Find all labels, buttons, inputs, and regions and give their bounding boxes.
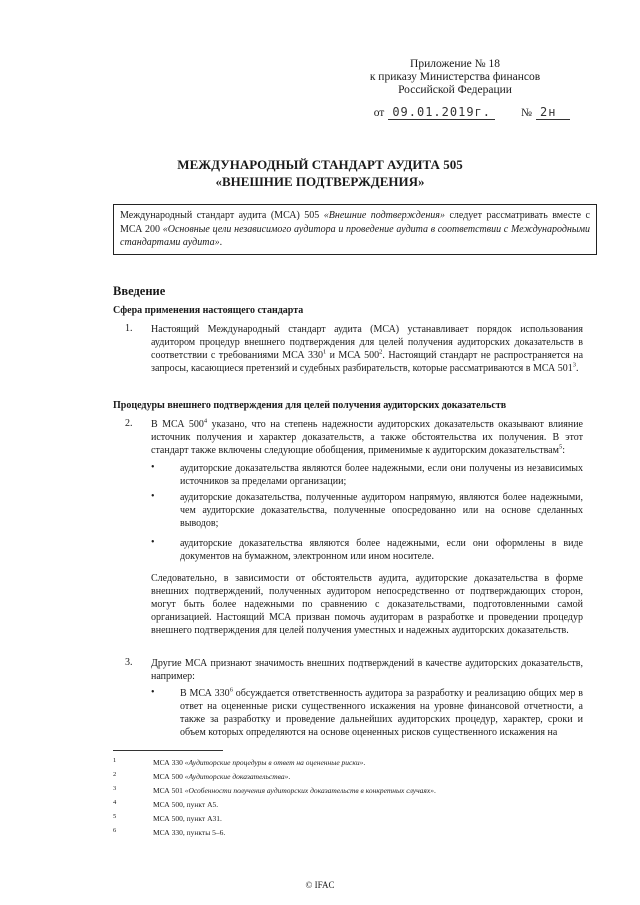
footnote-italic: «Аудиторские процедуры в ответ на оцененные риски»: [184, 758, 364, 767]
list-item: [180, 687, 583, 739]
footnote-italic: «Особенности получения аудиторских доказательств в конкретных случаях»: [184, 786, 434, 795]
footnote: $^6$ МСА 330, пункты 5–6.: [113, 826, 226, 837]
order-date-handwritten: 09.01.2019г.: [388, 105, 495, 120]
footnote: $^5$ МСА 500, пункт А31.: [113, 812, 222, 823]
footnote: $^3$ МСА 501 «Особенности получения аудиторских доказательств в конкретных случаях».: [113, 784, 436, 795]
p2-text: :: [562, 445, 565, 456]
p1-text: . Настоящий стандарт не распространяется на запросы, касающиеся претензий и судебных разбирательств, которые рассматриваются в МСА 501: [151, 350, 584, 374]
footnote-text: .: [433, 786, 436, 795]
footnote: $^4$ МСА 500, пункт А5.: [113, 798, 219, 809]
section-heading: Введение: [113, 284, 166, 298]
list-item: аудиторские доказательства, полученные аудитором напрямую, являются более надежными, чем аудиторские доказательства, полученные опосредованно или на основе сделанных выводов;: [180, 492, 583, 529]
footnote-ref: 4: [203, 417, 208, 425]
footnote-text: МСА 330, пункты 5–6.: [153, 828, 226, 837]
footnote-ref: 1: [322, 348, 327, 356]
document-title: [0, 156, 640, 190]
footnote-text: МСА 500: [153, 772, 185, 781]
intro-text: следует рассматривать вместе с МСА 200: [120, 210, 591, 235]
paragraph-1: [151, 323, 583, 375]
footnote-ref: 6: [229, 686, 233, 694]
list-item: аудиторские доказательства являются более надежными, если они получены из независимых источников за пределами организации;: [180, 463, 583, 487]
appendix-line-3: Российской Федерации: [398, 84, 512, 96]
intro-box: [113, 204, 597, 255]
page-footer: © IFAC: [305, 880, 335, 890]
p2-text: указано, что на степень надежности аудиторских доказательств оказывают влияние источник получения и характер доказательств, а также обстоятельства их получения. В этот стандарт также включены следующие обобщения, применимые к аудиторским доказательствам: [151, 419, 583, 456]
order-date-line: [374, 105, 570, 120]
bullet-icon: •: [151, 491, 155, 502]
intro-italic-title: «Внешние подтверждения»: [323, 210, 445, 221]
date-prefix: от: [373, 107, 385, 119]
p2-text: В МСА 500: [151, 419, 204, 430]
footnote: $^2$ МСА 500 «Аудиторские доказательства».: [113, 770, 291, 781]
footnote-text: МСА 330: [153, 758, 185, 767]
footnote: $^1$ МСА 330 «Аудиторские процедуры в ответ на оцененные риски».: [113, 756, 366, 767]
paragraph-number: 3.: [125, 657, 133, 668]
footnote-text: МСА 500, пункт А31.: [153, 814, 222, 823]
footnote-ref: 3: [572, 361, 576, 369]
footnote-text: .: [363, 758, 366, 767]
appendix-header: [340, 58, 570, 97]
intro-text: .: [219, 237, 223, 248]
footnote-text: МСА 501: [153, 786, 185, 795]
bullet-icon: •: [151, 537, 155, 548]
intro-italic-ref: «Основные цели независимого аудитора и проведение аудита в соответствии с Международными стандартами аудита»: [120, 223, 590, 248]
paragraph-number: 1.: [125, 323, 133, 334]
list-item: аудиторские доказательства являются более надежными, если они оформлены в виде документов на бумажном, электронном или ином носителе.: [180, 538, 583, 562]
footnote-separator: [113, 750, 223, 751]
appendix-line-2: к приказу Министерства финансов: [369, 71, 541, 83]
p1-text: и МСА 500: [326, 350, 380, 361]
intro-text: Международный стандарт аудита (МСА) 505: [120, 210, 324, 221]
p1-text: Настоящий Международный стандарт аудита (МСА) устанавливает порядок использования аудитором процедур внешнего подтверждения для целей получения аудиторских доказательств в соответствии с требованиями МСА 330: [151, 324, 583, 361]
footnote-italic: «Аудиторские доказательства»: [184, 772, 289, 781]
footnote-text: .: [288, 772, 291, 781]
paragraph-3: Другие МСА признают значимость внешних подтверждений в качестве аудиторских доказательств, например:: [151, 658, 583, 682]
paragraph-2-conclusion: Следовательно, в зависимости от обстоятельств аудита, аудиторские доказательства в форме внешних подтверждений, полученных аудитором непосредственно от подтверждающих сторон, могут быть более надежными по сравнению с доказательствами, подготовленными самой организацией. Настоящий МСА призван помочь аудиторам в разработке и проведении процедур внешнего подтверждения для целей получения уместных и надежных аудиторских доказательств.: [151, 573, 583, 636]
subheading-procedures: Процедуры внешнего подтверждения для целей получения аудиторских доказательств: [113, 400, 507, 411]
bullet-icon: •: [151, 687, 155, 698]
paragraph-number: 2.: [125, 418, 133, 429]
bullet-icon: •: [151, 462, 155, 473]
order-number-label: №: [521, 107, 532, 119]
appendix-line-1: Приложение № 18: [410, 58, 500, 70]
footnote-ref: 2: [379, 348, 383, 356]
title-line-1: МЕЖДУНАРОДНЫЙ СТАНДАРТ АУДИТА 505: [177, 157, 463, 172]
p1-text: .: [576, 363, 579, 374]
title-line-2: «ВНЕШНИЕ ПОДТВЕРЖДЕНИЯ»: [215, 174, 425, 189]
footnote-text: МСА 500, пункт А5.: [153, 800, 219, 809]
paragraph-2: [151, 418, 583, 457]
p3-bullet-text: обсуждается ответственность аудитора за разработку и реализацию общих мер в ответ на оцененные риски существенного искажения на уровне финансовой отчетности, а также за разработку и проведение дальнейших аудиторских процедур, характер, сроки и объем которых определяются на основе оцененных рисков существенного искажения на: [180, 688, 583, 738]
subheading-scope: Сфера применения настоящего стандарта: [113, 305, 304, 316]
footnote-ref: 5: [558, 443, 563, 451]
order-number-handwritten: 2н: [536, 105, 570, 120]
p3-bullet-text: В МСА 330: [180, 688, 230, 699]
